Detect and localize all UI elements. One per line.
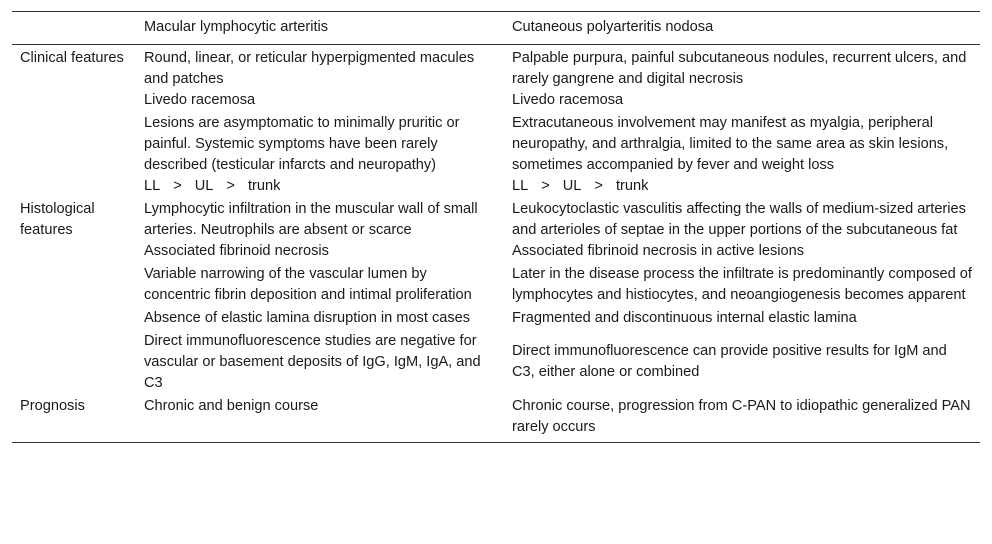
table-row <box>12 396 980 443</box>
cpan-distribution-cell <box>504 176 980 199</box>
header-cutaneous-polyarteritis-nodosa: Cutaneous polyarteritis nodosa <box>512 19 714 35</box>
mla-cell: Lymphocytic infiltration in the muscular wall of small arteries. Neutrophils are absent or scarce <box>144 201 478 238</box>
cpan-cell: Extracutaneous involvement may manifest as myalgia, peripheral neuropathy, and arthralgia, limited to the same area as skin lesions, sometimes accompanied by fever and weight loss <box>512 115 949 173</box>
comparison-table-container <box>12 11 980 443</box>
distribution-separator: > <box>594 178 603 194</box>
cpan-cell: Fragmented and discontinuous internal elastic lamina <box>512 310 857 326</box>
table-row <box>12 176 980 199</box>
comparison-table <box>12 11 980 443</box>
section-label-prognosis: Prognosis <box>20 398 85 414</box>
mla-cell: Round, linear, or reticular hyperpigmented macules and patches <box>144 50 475 87</box>
mla-cell: Variable narrowing of the vascular lumen by concentric fibrin deposition and intimal proliferation <box>144 266 472 303</box>
header-empty-cell <box>12 12 136 45</box>
mla-distribution-cell <box>136 176 504 199</box>
distribution-term: UL <box>562 178 582 194</box>
table-row <box>12 308 980 331</box>
distribution-term: trunk <box>615 178 649 194</box>
cpan-cell: Chronic course, progression from C-PAN to idiopathic generalized PAN rarely occurs <box>512 398 971 435</box>
table-row <box>12 45 980 91</box>
table-header-row <box>12 12 980 45</box>
distribution-term: LL <box>144 178 161 194</box>
distribution-term: LL <box>512 178 529 194</box>
mla-cell: Lesions are asymptomatic to minimally pruritic or painful. Systemic symptoms have been rarely described (testicular infarcts and neuropathy) <box>144 115 460 173</box>
mla-cell: Livedo racemosa <box>144 92 256 108</box>
distribution-separator: > <box>226 178 235 194</box>
cpan-cell: Livedo racemosa <box>512 92 624 108</box>
mla-cell: Associated fibrinoid necrosis <box>144 243 329 259</box>
table-row <box>12 199 980 241</box>
distribution-separator: > <box>173 178 182 194</box>
mla-cell: Direct immunofluorescence studies are negative for vascular or basement deposits of IgG, IgM, IgA, and C3 <box>144 333 481 391</box>
cpan-cell: Palpable purpura, painful subcutaneous nodules, recurrent ulcers, and rarely gangrene and digital necrosis <box>512 50 967 87</box>
mla-cell: Chronic and benign course <box>144 398 319 414</box>
cpan-cell: Associated fibrinoid necrosis in active lesions <box>512 243 805 259</box>
mla-cell: Absence of elastic lamina disruption in most cases <box>144 310 471 326</box>
distribution-separator: > <box>541 178 550 194</box>
table-row <box>12 90 980 113</box>
section-label-histological-features: Histological features <box>20 201 95 238</box>
section-label-clinical-features: Clinical features <box>20 50 124 66</box>
table-row <box>12 331 980 396</box>
cpan-cell: Leukocytoclastic vasculitis affecting the walls of medium-sized arteries and arterioles of septae in the upper portions of the subcutaneous fat <box>512 201 966 238</box>
cpan-cell: Later in the disease process the infiltrate is predominantly composed of lymphocytes and histiocytes, and neoangiogenesis becomes apparent <box>512 266 972 303</box>
cpan-cell: Direct immunofluorescence can provide positive results for IgM and C3, either alone or combined <box>512 343 947 380</box>
distribution-term: trunk <box>247 178 281 194</box>
table-row <box>12 113 980 176</box>
table-row <box>12 264 980 308</box>
header-macular-lymphocytic-arteritis: Macular lymphocytic arteritis <box>144 19 329 35</box>
table-row <box>12 241 980 264</box>
distribution-term: UL <box>194 178 214 194</box>
